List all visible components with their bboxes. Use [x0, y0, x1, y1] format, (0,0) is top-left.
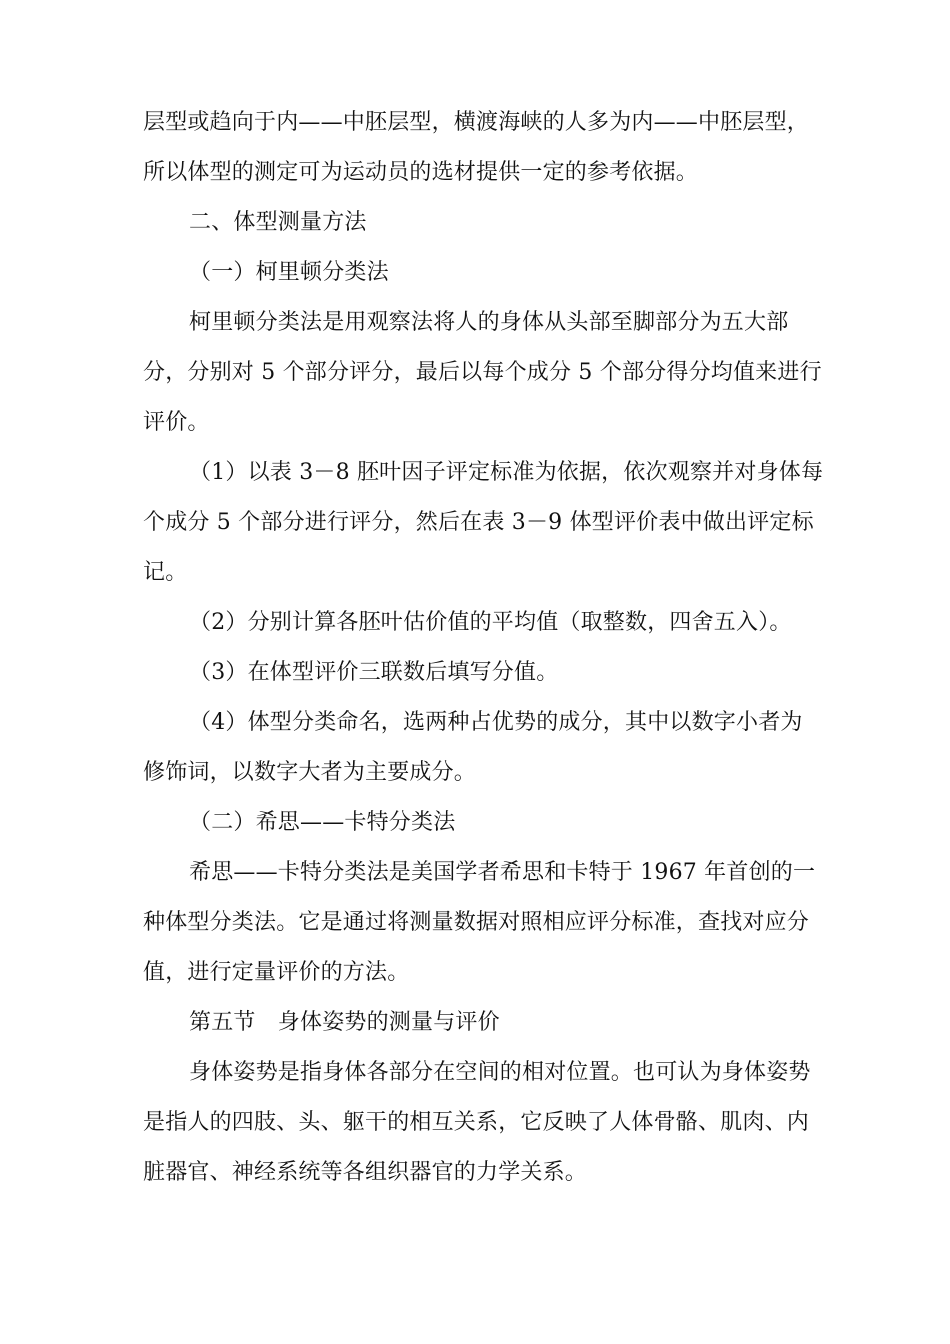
text-line: 修饰词，以数字大者为主要成分。: [143, 760, 477, 785]
paragraph-step-3: [143, 648, 813, 698]
text-line: 值，进行定量评价的方法。: [143, 960, 410, 985]
text-line: 评价。: [143, 410, 210, 435]
text-line: 柯里顿分类法是用观察法将人的身体从头部至脚部分为五大部: [189, 310, 789, 335]
text-line: （2）分别计算各胚叶估价值的平均值（取整数，四舍五入）。: [189, 610, 792, 635]
text-line: 是指人的四肢、头、躯干的相互关系，它反映了人体骨骼、肌肉、内: [143, 1110, 810, 1135]
paragraph: [143, 298, 822, 448]
document-page: [143, 98, 824, 1198]
text-line: 个成分 5 个部分进行评分，然后在表 3－9 体型评价表中做出评定标: [143, 510, 814, 535]
paragraph: [143, 1048, 813, 1198]
text-line: 分，分别对 5 个部分评分，最后以每个成分 5 个部分得分均值来进行: [143, 360, 822, 385]
section-heading: [143, 998, 813, 1048]
paragraph-step-1: [143, 448, 824, 598]
text-line: （1）以表 3－8 胚叶因子评定标准为依据，依次观察并对身体每: [189, 460, 824, 485]
text-line: 记。: [143, 560, 188, 585]
paragraph-step-4: [143, 698, 813, 798]
text-line: 身体姿势是指身体各部分在空间的相对位置。也可认为身体姿势: [189, 1060, 811, 1085]
subsection-heading: [143, 798, 813, 848]
section-heading: [143, 198, 813, 248]
text-line: （3）在体型评价三联数后填写分值。: [189, 660, 559, 685]
text-line: （二）希思——卡特分类法: [189, 810, 456, 835]
paragraph: [143, 848, 816, 998]
text-line: 层型或趋向于内——中胚层型，横渡海峡的人多为内——中胚层型，: [143, 110, 810, 135]
text-line: 二、体型测量方法: [189, 210, 367, 235]
text-line: （一）柯里顿分类法: [189, 260, 389, 285]
text-line: 第五节 身体姿势的测量与评价: [189, 1010, 500, 1035]
text-line: （4）体型分类命名，选两种占优势的成分，其中以数字小者为: [189, 710, 803, 735]
paragraph-step-2: [143, 598, 813, 648]
subsection-heading: [143, 248, 813, 298]
text-line: 希思——卡特分类法是美国学者希思和卡特于 1967 年首创的一: [189, 860, 816, 885]
text-line: 脏器官、神经系统等各组织器官的力学关系。: [143, 1160, 588, 1185]
text-line: 所以体型的测定可为运动员的选材提供一定的参考依据。: [143, 160, 699, 185]
text-line: 种体型分类法。它是通过将测量数据对照相应评分标准，查找对应分: [143, 910, 810, 935]
paragraph-continuation: [143, 98, 813, 198]
